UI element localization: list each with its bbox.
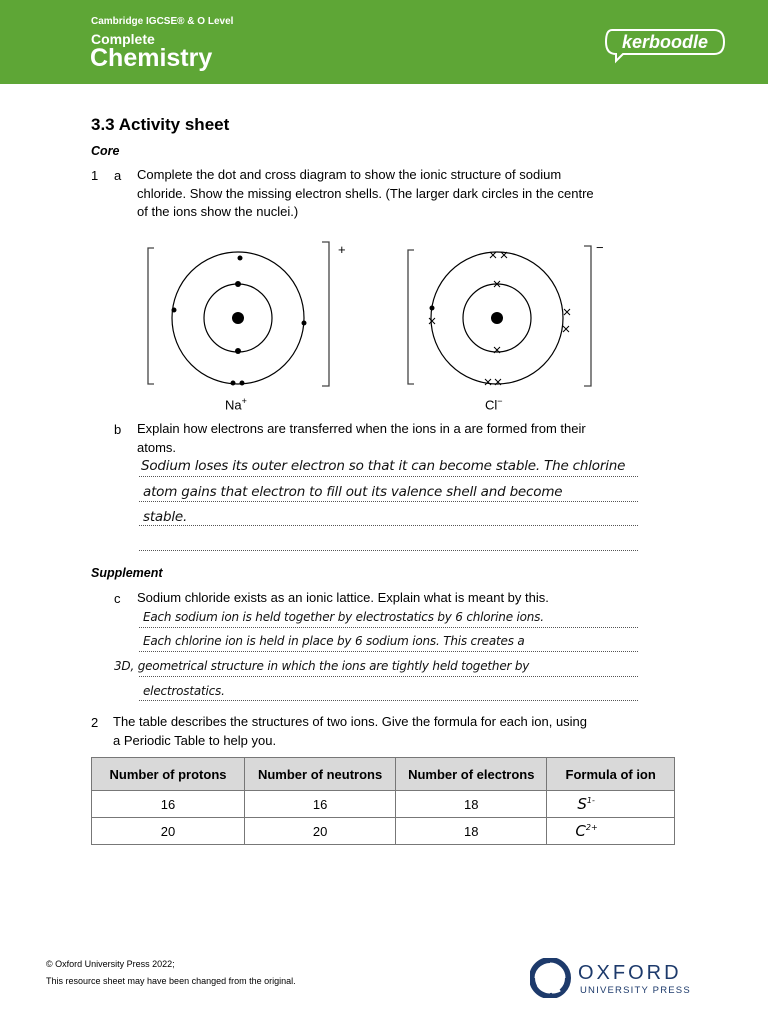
cl-right-bracket: [584, 246, 591, 386]
question-1a-line: chloride. Show the missing electron shells. (The larger dark circles in the centre: [137, 185, 594, 201]
question-2-text: [113, 713, 587, 750]
oup-subtitle: UNIVERSITY PRESS: [580, 985, 691, 996]
handwritten-answer-1c-line: Each chlorine ion is held in place by 6 sodium ions. This creates a: [143, 634, 525, 648]
answer-line: [139, 700, 638, 701]
electrons-cell: 18: [396, 791, 547, 818]
question-1c-text: Sodium chloride exists as an ionic lattice. Explain what is meant by this.: [137, 590, 549, 605]
formula-cell: [547, 818, 675, 845]
handwritten-answer-1c-line: 3D, geometrical structure in which the ions are tightly held together by: [114, 659, 530, 673]
handwritten-answer-1c-line: Each sodium ion is held together by electrostatics by 6 chlorine ions.: [143, 610, 544, 624]
header-banner: [0, 0, 768, 84]
course-label-complete: Complete: [91, 31, 155, 47]
oxford-university-press-logo: [530, 958, 712, 998]
series-label: Cambridge IGCSE® & O Level: [91, 16, 234, 27]
chloride-ion: [429, 252, 570, 385]
na-left-bracket: [148, 248, 154, 384]
protons-cell: 16: [92, 791, 245, 818]
dot-cross-diagram: [140, 238, 620, 416]
na-nucleus: [232, 312, 244, 324]
handwritten-answer-1b-line: atom gains that electron to fill out its valence shell and become: [143, 484, 563, 500]
question-1a-line: of the ions show the nuclei.): [137, 204, 299, 219]
question-2-line: a Periodic Table to help you.: [113, 732, 277, 748]
column-header: Number of electrons: [396, 758, 547, 791]
handwritten-answer-1b-line: stable.: [143, 509, 188, 525]
na-charge-sign: +: [338, 242, 346, 257]
question-1c-letter: c: [114, 591, 121, 606]
question-1-number: 1: [91, 168, 99, 183]
question-1b-line: atoms.: [137, 439, 177, 455]
answer-line: [139, 501, 638, 502]
supplement-label: Supplement: [91, 566, 163, 580]
question-2-line: The table describes the structures of two ions. Give the formula for each ion, using: [113, 714, 588, 729]
protons-cell: 20: [92, 818, 245, 845]
question-1a-line: Complete the dot and cross diagram to show the ionic structure of sodium: [137, 167, 562, 182]
answer-line: [139, 476, 638, 477]
column-header: Number of neutrons: [245, 758, 396, 791]
question-1b-line: Explain how electrons are transferred when the ions in a are formed from their: [137, 421, 586, 436]
cl-ion-label: Cl−: [485, 396, 503, 413]
cl-left-bracket: [408, 250, 414, 384]
handwritten-answer-1b-line: Sodium loses its outer electron so that it can become stable. The chlorine: [141, 458, 626, 474]
sodium-ion: [172, 252, 307, 386]
answer-line: [139, 550, 638, 551]
cl-charge-sign: −: [596, 240, 604, 255]
question-2-number: 2: [91, 715, 99, 730]
question-1a-letter: a: [114, 168, 122, 183]
table-row: [92, 818, 675, 845]
electrons-cell: 18: [396, 818, 547, 845]
oup-wordmark: OXFORD: [578, 962, 682, 984]
core-label: Core: [91, 144, 120, 158]
neutrons-cell: 20: [245, 818, 396, 845]
table-row: [92, 791, 675, 818]
formula-cell: [547, 791, 675, 818]
na-ion-label: Na+: [225, 396, 247, 413]
question-1b-letter: b: [114, 422, 122, 437]
answer-line: [139, 651, 638, 652]
cl-nucleus: [491, 312, 503, 324]
copyright-notice: © Oxford University Press 2022;: [46, 959, 175, 969]
handwritten-answer-1c-line: electrostatics.: [143, 684, 225, 698]
course-label-chemistry: Chemistry: [90, 44, 213, 72]
answer-line: [139, 627, 638, 628]
neutrons-cell: 16: [245, 791, 396, 818]
column-header: Formula of ion: [547, 758, 675, 791]
table-header-row: [92, 758, 675, 791]
handwritten-formula: $S^{1-}$: [577, 795, 595, 813]
column-header: Number of protons: [92, 758, 245, 791]
modification-notice: This resource sheet may have been changed from the original.: [46, 976, 296, 986]
ion-structure-table: [91, 757, 675, 845]
na-right-bracket: [322, 242, 329, 386]
question-1b-text: [137, 420, 586, 457]
question-1a-text: [137, 166, 594, 222]
oup-swirl-icon: [532, 960, 568, 996]
answer-line: [139, 525, 638, 526]
kerboodle-logo-text: kerboodle: [621, 32, 709, 52]
page-title: 3.3 Activity sheet: [91, 115, 230, 134]
handwritten-formula: $C^{2+}$: [575, 822, 598, 840]
kerboodle-logo: [602, 22, 728, 64]
answer-line: [139, 676, 638, 677]
